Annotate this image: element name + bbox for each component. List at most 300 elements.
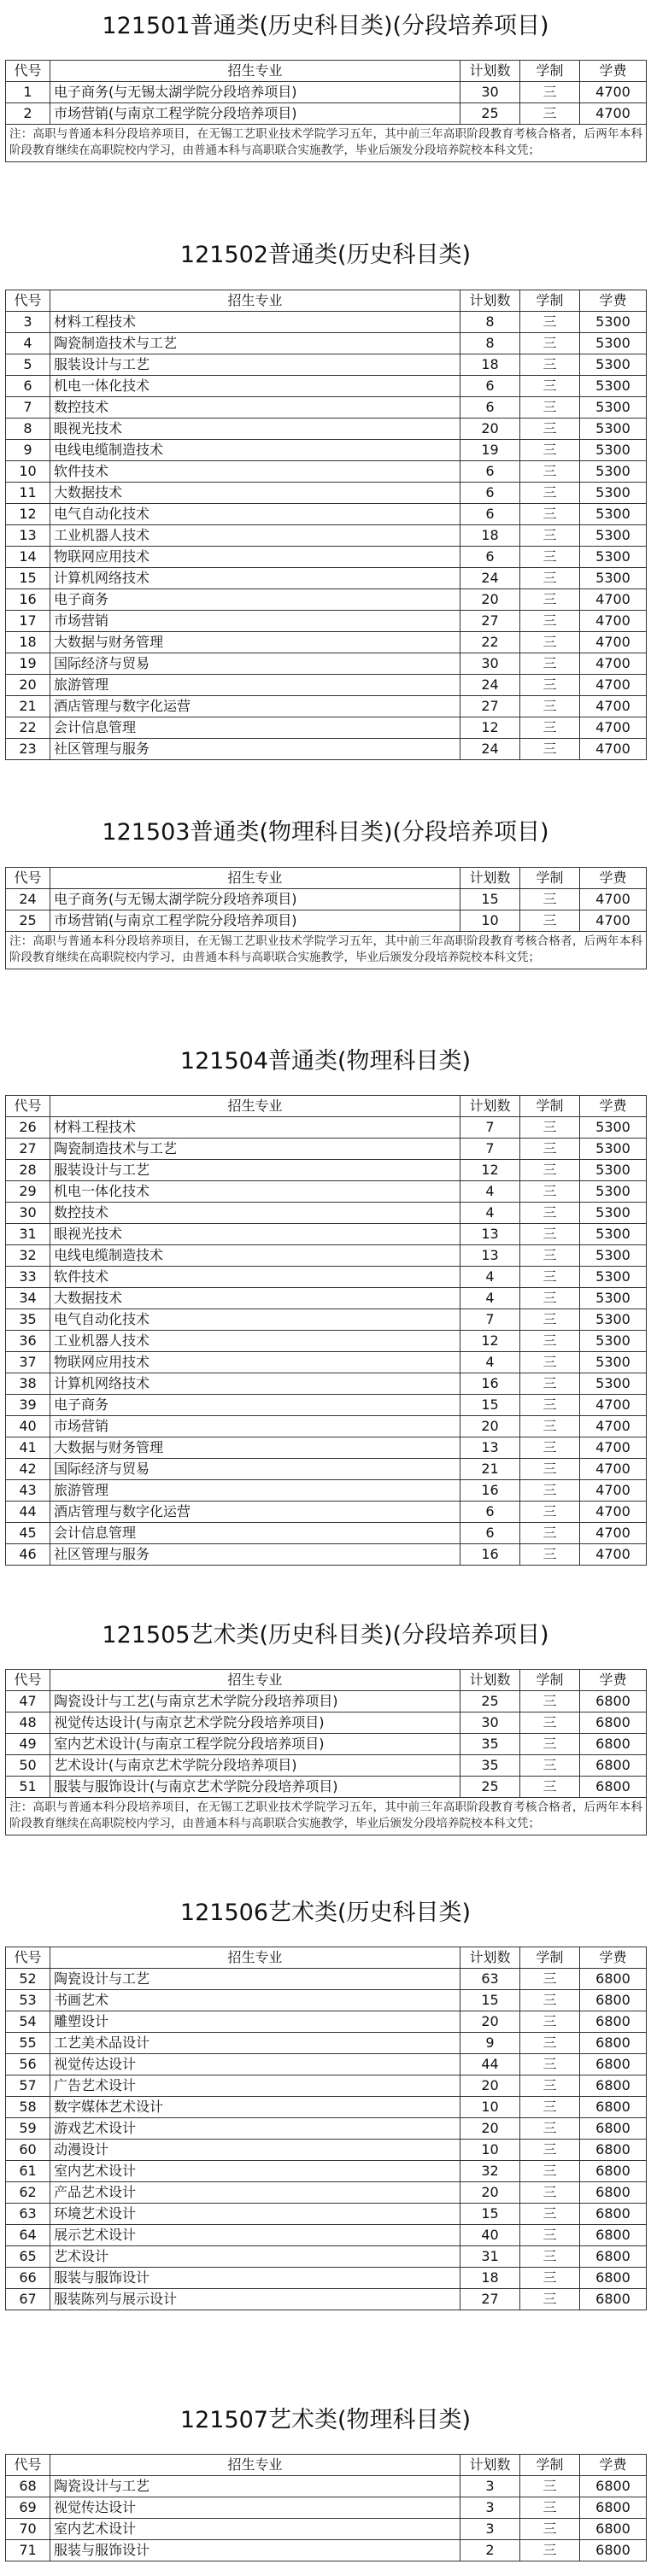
years-cell: 三: [520, 1502, 580, 1523]
code-cell: 42: [6, 1459, 50, 1480]
table-row: [6, 354, 647, 376]
table-row: [6, 2161, 647, 2182]
code-cell: 60: [6, 2140, 50, 2161]
fee-cell: 4700: [580, 675, 647, 696]
table-row: [6, 376, 647, 397]
major-cell: 服装与服饰设计: [50, 2540, 460, 2561]
plan-cell: 27: [460, 611, 520, 632]
column-header-code: 代号: [6, 61, 50, 82]
plan-cell: 18: [460, 2268, 520, 2289]
code-cell: 5: [6, 354, 50, 376]
table-row: [6, 1755, 647, 1777]
table-row: [6, 889, 647, 910]
plan-cell: 44: [460, 2054, 520, 2075]
fee-cell: 5300: [580, 1181, 647, 1203]
major-cell: 物联网应用技术: [50, 1352, 460, 1373]
table-row: [6, 2140, 647, 2161]
fee-cell: 5300: [580, 440, 647, 461]
major-cell: 数字媒体艺术设计: [50, 2097, 460, 2118]
code-cell: 3: [6, 312, 50, 333]
plan-cell: 20: [460, 2182, 520, 2204]
code-cell: 59: [6, 2118, 50, 2140]
years-cell: 三: [520, 2289, 580, 2310]
major-cell: 旅游管理: [50, 1480, 460, 1502]
table-row: [6, 1712, 647, 1734]
major-cell: 眼视光技术: [50, 1224, 460, 1245]
years-cell: 三: [520, 461, 580, 483]
plan-cell: 8: [460, 333, 520, 354]
enrollment-table: [5, 290, 647, 760]
plan-cell: 9: [460, 2033, 520, 2054]
fee-cell: 5300: [580, 354, 647, 376]
fee-cell: 5300: [580, 419, 647, 440]
plan-cell: 6: [460, 1502, 520, 1523]
plan-cell: 27: [460, 2289, 520, 2310]
plan-cell: 13: [460, 1224, 520, 1245]
fee-cell: 5300: [580, 483, 647, 504]
years-cell: 三: [520, 717, 580, 739]
column-header-major: 招生专业: [50, 1096, 460, 1117]
major-cell: 电子商务: [50, 1395, 460, 1416]
years-cell: 三: [520, 1288, 580, 1309]
code-cell: 11: [6, 483, 50, 504]
code-cell: 64: [6, 2225, 50, 2246]
years-cell: 三: [520, 1309, 580, 1331]
years-cell: 三: [520, 653, 580, 675]
major-cell: 会计信息管理: [50, 1523, 460, 1544]
section-title: 121501普通类(历史科目类)(分段培养项目): [102, 13, 549, 39]
fee-cell: 5300: [580, 1288, 647, 1309]
code-cell: 29: [6, 1181, 50, 1203]
code-cell: 47: [6, 1691, 50, 1712]
code-cell: 51: [6, 1777, 50, 1798]
table-row: [6, 2182, 647, 2204]
table-row: [6, 2540, 647, 2561]
program-note: 注：高职与普通本科分段培养项目，在无锡工艺职业技术学院学习五年，其中前三年高职阶段教育考核合格者，后两年本科阶段教育继续在高职院校内学习，由普通本科与高职联合实施教学，毕业后颁发分段培养院校本科文凭；: [6, 932, 647, 969]
major-cell: 陶瓷设计与工艺(与南京艺术学院分段培养项目): [50, 1691, 460, 1712]
table-row: [6, 1203, 647, 1224]
major-cell: 眼视光技术: [50, 419, 460, 440]
major-cell: 陶瓷设计与工艺: [50, 2476, 460, 2497]
plan-cell: 6: [460, 1523, 520, 1544]
major-cell: 材料工程技术: [50, 312, 460, 333]
major-cell: 产品艺术设计: [50, 2182, 460, 2204]
years-cell: 三: [520, 2476, 580, 2497]
fee-cell: 6800: [580, 1691, 647, 1712]
column-header-fee: 学费: [580, 61, 647, 82]
fee-cell: 5300: [580, 1373, 647, 1395]
major-cell: 市场营销: [50, 611, 460, 632]
program-note: 注：高职与普通本科分段培养项目，在无锡工艺职业技术学院学习五年，其中前三年高职阶段教育考核合格者，后两年本科阶段教育继续在高职院校内学习，由普通本科与高职联合实施教学，毕业后颁发分段培养院校本科文凭；: [6, 1798, 647, 1835]
code-cell: 53: [6, 1990, 50, 2011]
plan-cell: 30: [460, 1712, 520, 1734]
fee-cell: 4700: [580, 1544, 647, 1566]
years-cell: 三: [520, 483, 580, 504]
plan-cell: 16: [460, 1544, 520, 1566]
code-cell: 43: [6, 1480, 50, 1502]
years-cell: 三: [520, 547, 580, 568]
years-cell: 三: [520, 675, 580, 696]
fee-cell: 5300: [580, 1203, 647, 1224]
code-cell: 68: [6, 2476, 50, 2497]
table-row: [6, 2118, 647, 2140]
years-cell: 三: [520, 1160, 580, 1181]
plan-cell: 13: [460, 1245, 520, 1267]
table-row: [6, 312, 647, 333]
fee-cell: 6800: [580, 1969, 647, 1990]
fee-cell: 6800: [580, 2161, 647, 2182]
years-cell: 三: [520, 2161, 580, 2182]
years-cell: 三: [520, 1480, 580, 1502]
table-row: [6, 1544, 647, 1566]
years-cell: 三: [520, 333, 580, 354]
table-row: [6, 2246, 647, 2268]
table-row: [6, 2497, 647, 2519]
fee-cell: 6800: [580, 2246, 647, 2268]
plan-cell: 24: [460, 568, 520, 589]
table-row: [6, 419, 647, 440]
major-cell: 电子商务: [50, 589, 460, 611]
code-cell: 39: [6, 1395, 50, 1416]
major-cell: 数控技术: [50, 397, 460, 419]
column-header-fee: 学费: [580, 868, 647, 889]
fee-cell: 4700: [580, 1459, 647, 1480]
major-cell: 材料工程技术: [50, 1117, 460, 1139]
fee-cell: 5300: [580, 1245, 647, 1267]
major-cell: 艺术设计(与南京艺术学院分段培养项目): [50, 1755, 460, 1777]
table-header-row: [6, 868, 647, 889]
table-row: [6, 1777, 647, 1798]
table-row: [6, 483, 647, 504]
section-title: 121507艺术类(物理科目类): [179, 2407, 472, 2433]
years-cell: 三: [520, 2033, 580, 2054]
fee-cell: 6800: [580, 2204, 647, 2225]
years-cell: 三: [520, 1691, 580, 1712]
major-cell: 市场营销(与南京工程学院分段培养项目): [50, 103, 460, 125]
code-cell: 63: [6, 2204, 50, 2225]
years-cell: 三: [520, 2497, 580, 2519]
plan-cell: 16: [460, 1480, 520, 1502]
years-cell: 三: [520, 1777, 580, 1798]
code-cell: 40: [6, 1416, 50, 1437]
column-header-code: 代号: [6, 1947, 50, 1969]
fee-cell: 6800: [580, 1777, 647, 1798]
years-cell: 三: [520, 1712, 580, 1734]
major-cell: 室内艺术设计(与南京工程学院分段培养项目): [50, 1734, 460, 1755]
years-cell: 三: [520, 1373, 580, 1395]
fee-cell: 5300: [580, 1224, 647, 1245]
fee-cell: 5300: [580, 1139, 647, 1160]
years-cell: 三: [520, 1437, 580, 1459]
major-cell: 电线电缆制造技术: [50, 1245, 460, 1267]
fee-cell: 4700: [580, 1502, 647, 1523]
years-cell: 三: [520, 1755, 580, 1777]
fee-cell: 6800: [580, 2289, 647, 2310]
table-row: [6, 333, 647, 354]
major-cell: 大数据与财务管理: [50, 1437, 460, 1459]
table-row: [6, 1288, 647, 1309]
code-cell: 49: [6, 1734, 50, 1755]
years-cell: 三: [520, 1352, 580, 1373]
major-cell: 视觉传达设计: [50, 2054, 460, 2075]
major-cell: 大数据技术: [50, 1288, 460, 1309]
enrollment-table: [5, 867, 647, 969]
fee-cell: 4700: [580, 889, 647, 910]
fee-cell: 6800: [580, 2476, 647, 2497]
plan-cell: 20: [460, 589, 520, 611]
years-cell: 三: [520, 1224, 580, 1245]
major-cell: 室内艺术设计: [50, 2161, 460, 2182]
table-row: [6, 103, 647, 125]
column-header-major: 招生专业: [50, 290, 460, 312]
plan-cell: 24: [460, 675, 520, 696]
major-cell: 室内艺术设计: [50, 2519, 460, 2540]
column-header-years: 学制: [520, 1670, 580, 1691]
plan-cell: 25: [460, 103, 520, 125]
major-cell: 环境艺术设计: [50, 2204, 460, 2225]
plan-cell: 7: [460, 1309, 520, 1331]
code-cell: 44: [6, 1502, 50, 1523]
major-cell: 服装与服饰设计: [50, 2268, 460, 2289]
years-cell: 三: [520, 696, 580, 717]
years-cell: 三: [520, 103, 580, 125]
code-cell: 14: [6, 547, 50, 568]
table-row: [6, 1395, 647, 1416]
major-cell: 酒店管理与数字化运营: [50, 1502, 460, 1523]
major-cell: 大数据技术: [50, 483, 460, 504]
table-row: [6, 1267, 647, 1288]
section-title: 121506艺术类(历史科目类): [179, 1900, 472, 1926]
code-cell: 28: [6, 1160, 50, 1181]
major-cell: 展示艺术设计: [50, 2225, 460, 2246]
code-cell: 70: [6, 2519, 50, 2540]
plan-cell: 30: [460, 82, 520, 103]
code-cell: 2: [6, 103, 50, 125]
code-cell: 20: [6, 675, 50, 696]
code-cell: 38: [6, 1373, 50, 1395]
plan-cell: 32: [460, 2161, 520, 2182]
table-row: [6, 1373, 647, 1395]
major-cell: 广告艺术设计: [50, 2075, 460, 2097]
years-cell: 三: [520, 739, 580, 760]
code-cell: 58: [6, 2097, 50, 2118]
years-cell: 三: [520, 632, 580, 653]
fee-cell: 4700: [580, 739, 647, 760]
code-cell: 15: [6, 568, 50, 589]
column-header-years: 学制: [520, 1096, 580, 1117]
table-row: [6, 2225, 647, 2246]
plan-cell: 12: [460, 1331, 520, 1352]
column-header-fee: 学费: [580, 290, 647, 312]
plan-cell: 40: [460, 2225, 520, 2246]
column-header-major: 招生专业: [50, 61, 460, 82]
plan-cell: 20: [460, 2118, 520, 2140]
fee-cell: 5300: [580, 376, 647, 397]
years-cell: 三: [520, 2519, 580, 2540]
code-cell: 52: [6, 1969, 50, 1990]
fee-cell: 4700: [580, 589, 647, 611]
code-cell: 35: [6, 1309, 50, 1331]
plan-cell: 30: [460, 653, 520, 675]
plan-cell: 20: [460, 2011, 520, 2033]
major-cell: 服装与服饰设计(与南京艺术学院分段培养项目): [50, 1777, 460, 1798]
table-row: [6, 1990, 647, 2011]
column-header-code: 代号: [6, 868, 50, 889]
column-header-code: 代号: [6, 2455, 50, 2476]
enrollment-table: [5, 60, 647, 162]
major-cell: 大数据与财务管理: [50, 632, 460, 653]
major-cell: 雕塑设计: [50, 2011, 460, 2033]
table-row: [6, 568, 647, 589]
column-header-plan: 计划数: [460, 1096, 520, 1117]
years-cell: 三: [520, 419, 580, 440]
column-header-plan: 计划数: [460, 1947, 520, 1969]
code-cell: 54: [6, 2011, 50, 2033]
fee-cell: 4700: [580, 1395, 647, 1416]
major-cell: 陶瓷设计与工艺: [50, 1969, 460, 1990]
fee-cell: 6800: [580, 2519, 647, 2540]
code-cell: 1: [6, 82, 50, 103]
major-cell: 艺术设计: [50, 2246, 460, 2268]
plan-cell: 35: [460, 1734, 520, 1755]
years-cell: 三: [520, 1459, 580, 1480]
plan-cell: 16: [460, 1373, 520, 1395]
fee-cell: 6800: [580, 1712, 647, 1734]
years-cell: 三: [520, 2225, 580, 2246]
code-cell: 24: [6, 889, 50, 910]
major-cell: 电子商务(与无锡太湖学院分段培养项目): [50, 889, 460, 910]
table-row: [6, 739, 647, 760]
code-cell: 37: [6, 1352, 50, 1373]
major-cell: 电子商务(与无锡太湖学院分段培养项目): [50, 82, 460, 103]
enrollment-table: [5, 1095, 647, 1566]
fee-cell: 6800: [580, 2118, 647, 2140]
major-cell: 数控技术: [50, 1203, 460, 1224]
fee-cell: 6800: [580, 1734, 647, 1755]
code-cell: 48: [6, 1712, 50, 1734]
table-row: [6, 1224, 647, 1245]
years-cell: 三: [520, 2246, 580, 2268]
years-cell: 三: [520, 2540, 580, 2561]
section-title: 121502普通类(历史科目类): [179, 242, 472, 268]
years-cell: 三: [520, 1117, 580, 1139]
enrollment-table: [5, 1669, 647, 1835]
major-cell: 国际经济与贸易: [50, 653, 460, 675]
code-cell: 6: [6, 376, 50, 397]
fee-cell: 5300: [580, 1331, 647, 1352]
fee-cell: 5300: [580, 525, 647, 547]
code-cell: 30: [6, 1203, 50, 1224]
fee-cell: 4700: [580, 103, 647, 125]
table-row: [6, 910, 647, 932]
plan-cell: 6: [460, 397, 520, 419]
plan-cell: 21: [460, 1459, 520, 1480]
plan-cell: 35: [460, 1755, 520, 1777]
years-cell: 三: [520, 504, 580, 525]
plan-cell: 3: [460, 2497, 520, 2519]
years-cell: 三: [520, 1416, 580, 1437]
plan-cell: 20: [460, 2075, 520, 2097]
code-cell: 66: [6, 2268, 50, 2289]
plan-cell: 6: [460, 461, 520, 483]
table-row: [6, 1309, 647, 1331]
code-cell: 36: [6, 1331, 50, 1352]
plan-cell: 12: [460, 717, 520, 739]
code-cell: 57: [6, 2075, 50, 2097]
code-cell: 71: [6, 2540, 50, 2561]
code-cell: 56: [6, 2054, 50, 2075]
table-row: [6, 2033, 647, 2054]
plan-cell: 6: [460, 376, 520, 397]
code-cell: 19: [6, 653, 50, 675]
plan-cell: 4: [460, 1288, 520, 1309]
fee-cell: 4700: [580, 1437, 647, 1459]
years-cell: 三: [520, 312, 580, 333]
years-cell: 三: [520, 568, 580, 589]
table-row: [6, 675, 647, 696]
column-header-code: 代号: [6, 1096, 50, 1117]
code-cell: 7: [6, 397, 50, 419]
table-row: [6, 547, 647, 568]
years-cell: 三: [520, 1523, 580, 1544]
major-cell: 物联网应用技术: [50, 547, 460, 568]
plan-cell: 18: [460, 354, 520, 376]
code-cell: 9: [6, 440, 50, 461]
major-cell: 服装陈列与展示设计: [50, 2289, 460, 2310]
plan-cell: 31: [460, 2246, 520, 2268]
code-cell: 23: [6, 739, 50, 760]
table-row: [6, 1181, 647, 1203]
table-row: [6, 82, 647, 103]
major-cell: 计算机网络技术: [50, 568, 460, 589]
table-row: [6, 1331, 647, 1352]
column-header-major: 招生专业: [50, 868, 460, 889]
major-cell: 电线电缆制造技术: [50, 440, 460, 461]
years-cell: 三: [520, 1734, 580, 1755]
major-cell: 陶瓷制造技术与工艺: [50, 333, 460, 354]
fee-cell: 4700: [580, 82, 647, 103]
plan-cell: 19: [460, 440, 520, 461]
fee-cell: 5300: [580, 461, 647, 483]
note-row: [6, 932, 647, 969]
major-cell: 工业机器人技术: [50, 525, 460, 547]
fee-cell: 5300: [580, 568, 647, 589]
fee-cell: 6800: [580, 2182, 647, 2204]
years-cell: 三: [520, 2118, 580, 2140]
fee-cell: 6800: [580, 2497, 647, 2519]
column-header-plan: 计划数: [460, 2455, 520, 2476]
major-cell: 视觉传达设计: [50, 2497, 460, 2519]
years-cell: 三: [520, 82, 580, 103]
years-cell: 三: [520, 2204, 580, 2225]
years-cell: 三: [520, 611, 580, 632]
major-cell: 工艺美术品设计: [50, 2033, 460, 2054]
major-cell: 电气自动化技术: [50, 504, 460, 525]
code-cell: 62: [6, 2182, 50, 2204]
years-cell: 三: [520, 2054, 580, 2075]
table-row: [6, 461, 647, 483]
table-row: [6, 1969, 647, 1990]
column-header-plan: 计划数: [460, 1670, 520, 1691]
fee-cell: 6800: [580, 2097, 647, 2118]
fee-cell: 4700: [580, 1480, 647, 1502]
column-header-years: 学制: [520, 868, 580, 889]
table-row: [6, 2519, 647, 2540]
code-cell: 22: [6, 717, 50, 739]
major-cell: 会计信息管理: [50, 717, 460, 739]
enrollment-table: [5, 2454, 647, 2561]
major-cell: 社区管理与服务: [50, 739, 460, 760]
